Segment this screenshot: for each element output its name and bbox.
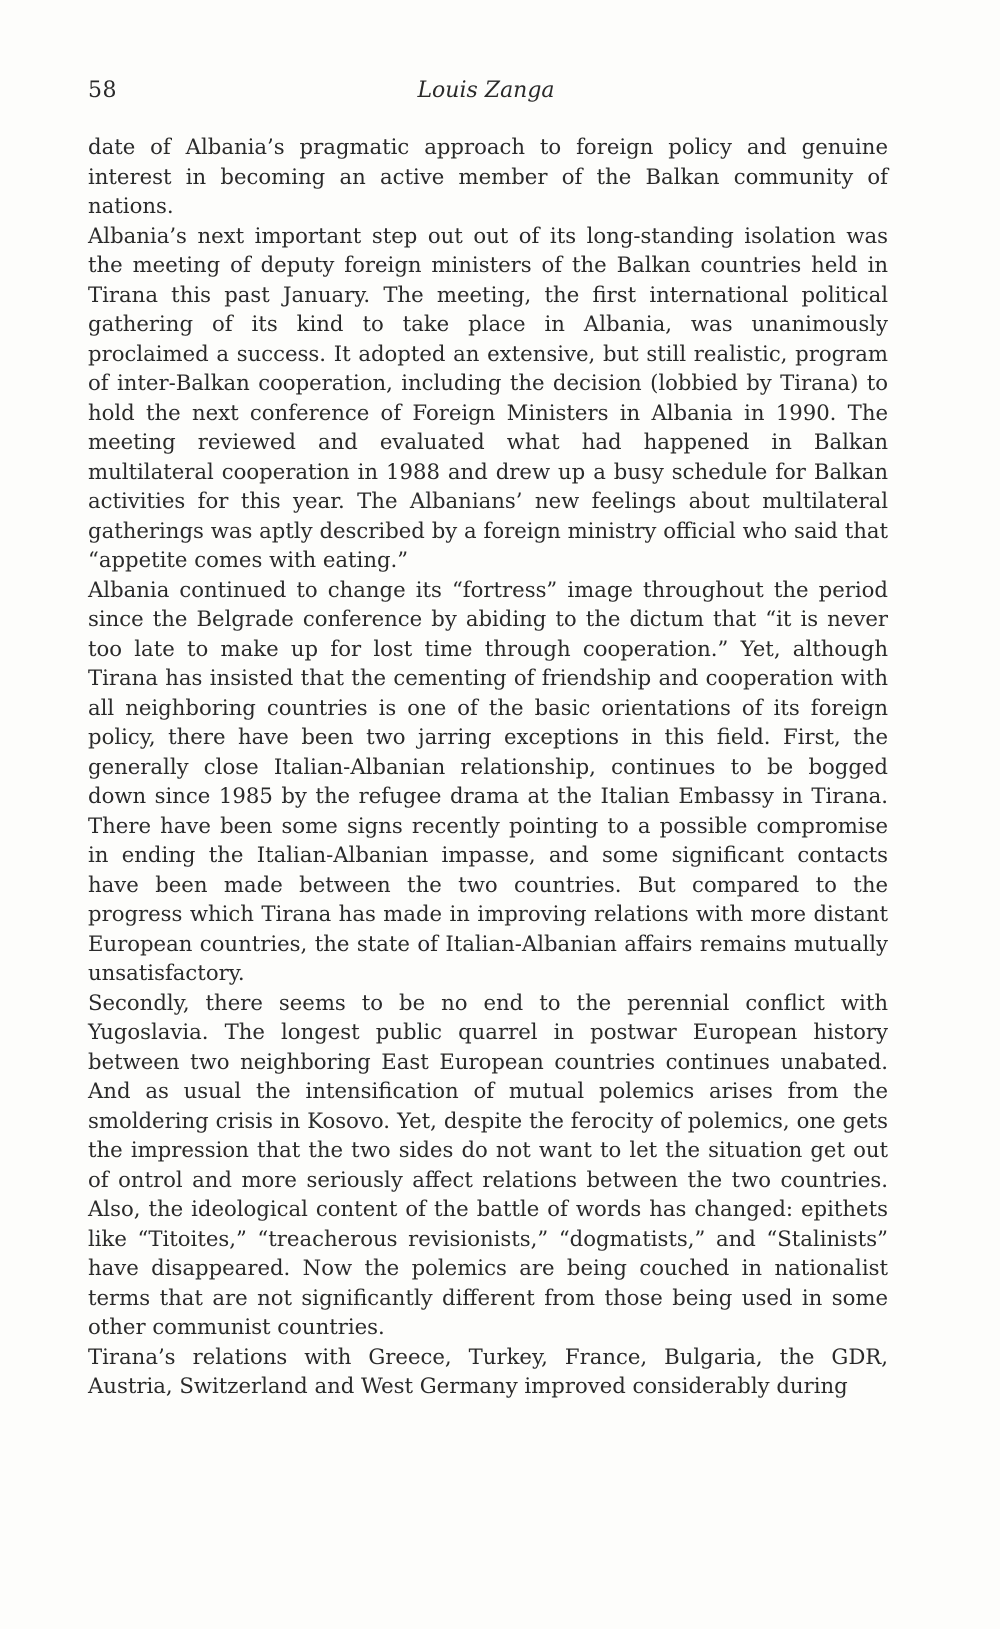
body-text	[88, 132, 888, 1401]
paragraph: Tirana’s relations with Greece, Turkey, France, Bulgaria, the GDR, Austria, Switzerland and West Germany improved considerably during	[88, 1343, 888, 1398]
running-title: Louis Zanga	[417, 78, 555, 103]
paragraph: Albania’s next important step out out of its long-standing isolation was the meeting of deputy foreign ministers of the Balkan countries held in Tirana this past January. The meeting, the first international political gathering of its kind to take place in Albania, was unanimously proclaimed a success. It adopted an extensive, but still realistic, program of inter-Balkan cooperation, including the decision (lobbied by Tirana) to hold the next conference of Foreign Ministers in Albania in 1990. The meeting reviewed and evaluated what had happened in Balkan multilateral cooperation in 1988 and drew up a busy schedule for Balkan activities for this year. The Albanians’ new feelings about multilateral gatherings was aptly described by a foreign ministry official who said that “appetite comes with eating.”	[88, 222, 888, 572]
running-head	[80, 78, 892, 108]
paragraph: Secondly, there seems to be no end to the perennial conflict with Yugoslavia. The longest public quarrel in postwar European history between two neighboring East European countries continues unabated. And as usual the intensification of mutual polemics arises from the smoldering crisis in Kosovo. Yet, despite the ferocity of polemics, one gets the impression that the two sides do not want to let the situation get out of ontrol and more seriously affect relations between the two countries. Also, the ideological content of the battle of words has changed: epithets like “Titoites,” “treacherous revisionists,” “dogmatists,” and “Stalinists” have disappeared. Now the polemics are being couched in nationalist terms that are not significantly different from those being used in some other communist countries.	[88, 989, 888, 1339]
page-number: 58	[88, 78, 117, 103]
paragraph: date of Albania’s pragmatic approach to foreign policy and genuine interest in becoming an active member of the Balkan community of nations.	[88, 134, 888, 218]
paragraph: Albania continued to change its “fortress” image throughout the period since the Belgrade conference by abiding to the dictum that “it is never too late to make up for lost time through cooperation.” Yet, although Tirana has insisted that the cementing of friendship and cooperation with all neighboring countries is one of the basic orientations of its foreign policy, there have been two jarring exceptions in this field. First, the generally close Italian-Albanian relationship, continues to be bogged down since 1985 by the refugee drama at the Italian Embassy in Tirana. There have been some signs recently pointing to a possible compromise in ending the Italian-Albanian impasse, and some significant contacts have been made between the two countries. But compared to the progress which Tirana has made in improving relations with more distant European countries, the state of Italian-Albanian affairs remains mutually unsatisfactory.	[88, 576, 888, 985]
